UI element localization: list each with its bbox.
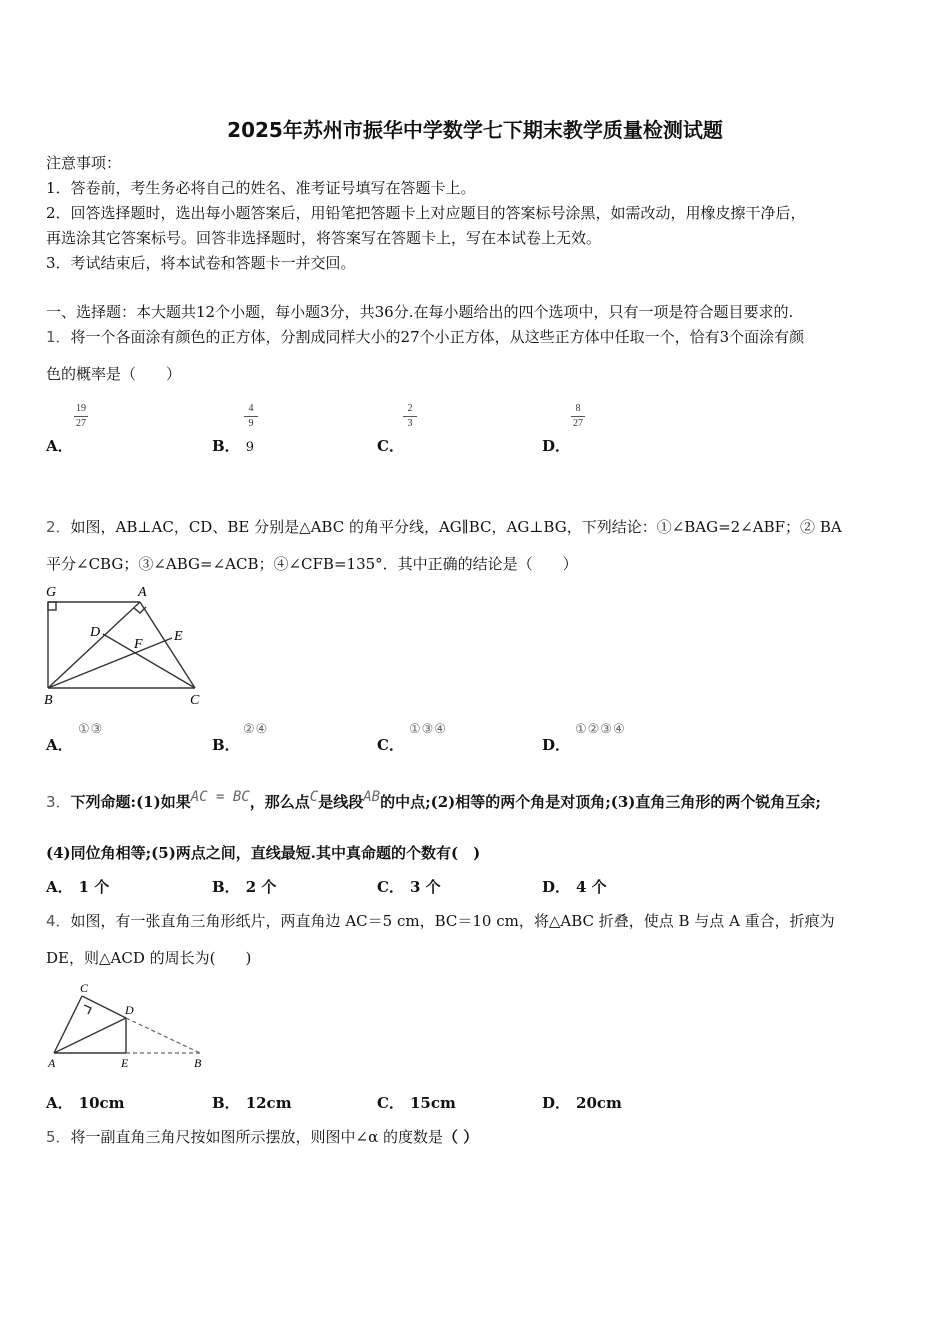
label-e: E bbox=[174, 629, 183, 644]
question-1 bbox=[46, 326, 804, 348]
option-a-fraction: 19 27 bbox=[76, 403, 86, 429]
label-g: G bbox=[46, 585, 57, 600]
option-c-fraction: 2 3 bbox=[403, 403, 417, 430]
label-c: C bbox=[80, 981, 89, 995]
q4-figure bbox=[40, 978, 220, 1072]
formula-ab: AB bbox=[363, 789, 381, 805]
section-heading: 一、选择题：本大题共12个小题，每小题3分，共36分.在每小题给出的四个选项中，只有一项是符合题目要求的. bbox=[46, 303, 794, 321]
option-b-fraction: 4 9 bbox=[244, 403, 258, 430]
q2-option-b-value: ②④ bbox=[243, 722, 269, 737]
q2-option-a[interactable]: A． bbox=[46, 736, 73, 754]
question-3-cont: (4)同位角相等;(5)两点之间，直线最短.其中真命题的个数有( ) bbox=[46, 844, 481, 862]
q2-option-a-value: ①③ bbox=[78, 722, 104, 737]
question-number: 4． bbox=[46, 912, 71, 930]
q1-option-d[interactable]: D． bbox=[542, 437, 571, 455]
formula-c: C bbox=[309, 789, 319, 805]
q2-figure bbox=[40, 580, 220, 710]
question-2-cont: 平分∠CBG；③∠ABG=∠ACB；④∠CFB=135°．其中正确的结论是（ ） bbox=[46, 555, 578, 573]
label-f: F bbox=[134, 637, 143, 652]
question-text: 将一个各面涂有颜色的正方体，分割成同样大小的27个小正方体，从这些正方体中任取一个，恰有3个面涂有颜 bbox=[70, 328, 805, 346]
q2-option-b[interactable]: B． bbox=[212, 736, 240, 754]
notice-item-2: 2．回答选择题时，选出每小题答案后，用铅笔把答题卡上对应题目的答案标号涂黑，如需改动，用橡皮擦干净后， bbox=[46, 204, 806, 222]
q2-option-c[interactable]: C． bbox=[377, 736, 404, 754]
label-c: C bbox=[190, 693, 200, 708]
question-text: 如图，有一张直角三角形纸片，两直角边 AC＝5 cm，BC＝10 cm，将△ABC 折叠，使点 B 与点 A 重合，折痕为 bbox=[70, 912, 835, 930]
q2-option-c-value: ①③④ bbox=[409, 722, 447, 737]
q2-option-d-value: ①②③④ bbox=[575, 722, 626, 737]
label-e: E bbox=[121, 1056, 129, 1070]
notice-item-3: 3．考试结束后，将本试卷和答题卡一并交回。 bbox=[46, 254, 356, 272]
q1-option-a[interactable]: A． bbox=[46, 437, 73, 455]
q1-option-c[interactable]: C． bbox=[377, 437, 404, 455]
question-number: 5． bbox=[46, 1128, 71, 1146]
question-2 bbox=[46, 516, 842, 538]
question-number: 1． bbox=[46, 328, 71, 346]
label-b: B bbox=[194, 1056, 202, 1070]
question-1-cont: 色的概率是（ ） bbox=[46, 365, 182, 383]
q4-option-c[interactable]: C． 15cm bbox=[377, 1094, 456, 1112]
question-4-cont: DE，则△ACD 的周长为( ) bbox=[46, 949, 252, 967]
label-a: A bbox=[48, 1056, 56, 1070]
notice-item-2-cont: 再选涂其它答案标号。回答非选择题时，将答案写在答题卡上，写在本试卷上无效。 bbox=[46, 229, 602, 247]
q4-option-a[interactable]: A． 10cm bbox=[46, 1094, 125, 1112]
notice-item-1: 1．答卷前，考生务必将自己的姓名、准考证号填写在答题卡上。 bbox=[46, 179, 476, 197]
q4-option-d[interactable]: D． 20cm bbox=[542, 1094, 622, 1112]
label-d: D bbox=[125, 1003, 134, 1017]
label-b: B bbox=[44, 693, 53, 708]
q2-option-d[interactable]: D． bbox=[542, 736, 571, 754]
label-a: A bbox=[138, 585, 147, 600]
question-3: 3．下列命题:(1)如果AC = BC，那么点C是线段AB的中点;(2)相等的两个角是对顶角;(3)直角三角形的两个锐角互余; bbox=[46, 789, 821, 811]
formula-ac-bc: AC = BC bbox=[190, 789, 250, 805]
question-number: 2． bbox=[46, 518, 71, 536]
option-d-fraction: 8 27 bbox=[573, 403, 583, 429]
notice-heading: 注意事项： bbox=[46, 154, 122, 172]
q3-option-b[interactable]: B． 2 个 bbox=[212, 878, 277, 896]
answer-paren: （ ） bbox=[443, 1128, 479, 1146]
q3-option-d[interactable]: D． 4 个 bbox=[542, 878, 607, 896]
question-5 bbox=[46, 1126, 478, 1148]
question-number: 3． bbox=[46, 793, 71, 811]
q3-option-c[interactable]: C． 3 个 bbox=[377, 878, 441, 896]
question-text: 将一副直角三角尺按如图所示摆放，则图中∠α 的度数是 bbox=[70, 1128, 444, 1146]
q4-option-b[interactable]: B． 12cm bbox=[212, 1094, 292, 1112]
label-d: D bbox=[90, 625, 101, 640]
page-title: 2025年苏州市振华中学数学七下期末教学质量检测试题 bbox=[227, 118, 723, 142]
q3-option-a[interactable]: A． 1 个 bbox=[46, 878, 110, 896]
q1-option-b[interactable]: B． 9 bbox=[212, 437, 254, 455]
question-4 bbox=[46, 910, 835, 932]
question-text: 如图，AB⊥AC，CD、BE 分别是△ABC 的角平分线，AG∥BC，AG⊥BG，下列结论：①∠BAG=2∠ABF；② BA bbox=[70, 518, 842, 536]
